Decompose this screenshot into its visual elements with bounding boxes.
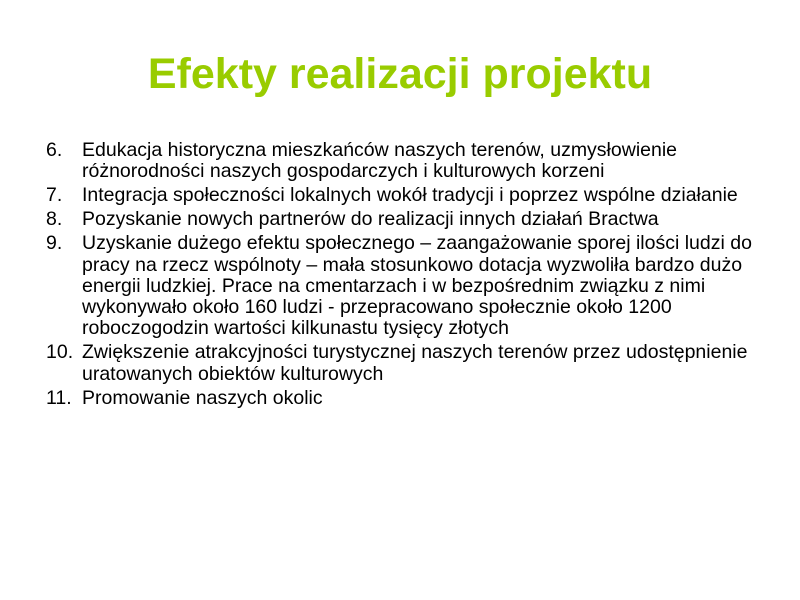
- list-item-text: Zwiększenie atrakcyjności turystycznej naszych terenów przez udostępnienie uratowanych obiektów kulturowych: [82, 341, 748, 385]
- list-item: [46, 209, 766, 230]
- list-item: [46, 342, 766, 385]
- list-item-number: 7.: [46, 184, 63, 207]
- slide-title: Efekty realizacji projektu: [147, 50, 653, 98]
- list-item-number: 10.: [46, 341, 74, 364]
- list-item-number: 11.: [46, 386, 72, 409]
- list-item: [46, 233, 766, 339]
- list-item-text: Pozyskanie nowych partnerów do realizacji innych działań Bractwa: [82, 208, 659, 231]
- list-item-text: Edukacja historyczna mieszkańców naszych terenów, uzmysłowienie różnorodności naszych gospodarczych i kulturowych korzeni: [82, 139, 678, 183]
- list-item: [46, 185, 766, 206]
- list-item: [46, 388, 766, 409]
- list-item-text: Promowanie naszych okolic: [82, 386, 323, 409]
- effects-list: [46, 140, 766, 412]
- list-item-number: 9.: [46, 232, 63, 255]
- list-item-text: Integracja społeczności lokalnych wokół tradycji i poprzez wspólne działanie: [82, 184, 738, 207]
- list-item-text: Uzyskanie dużego efektu społecznego – zaangażowanie sporej ilości ludzi do pracy na rzecz wspólnoty – mała stosunkowo dotacja wyzwoliła bardzo dużo energii ludzkiej. Prace na cmentarzach i w bezpośrednim związku z nimi wykonywało około 160 ludzi - przepracowano społecznie około 1200 roboczogodzin wartości kilkunastu tysięcy złotych: [82, 232, 752, 340]
- list-item-number: 8.: [46, 208, 63, 231]
- list-item: [46, 140, 766, 183]
- list-item-number: 6.: [46, 139, 63, 161]
